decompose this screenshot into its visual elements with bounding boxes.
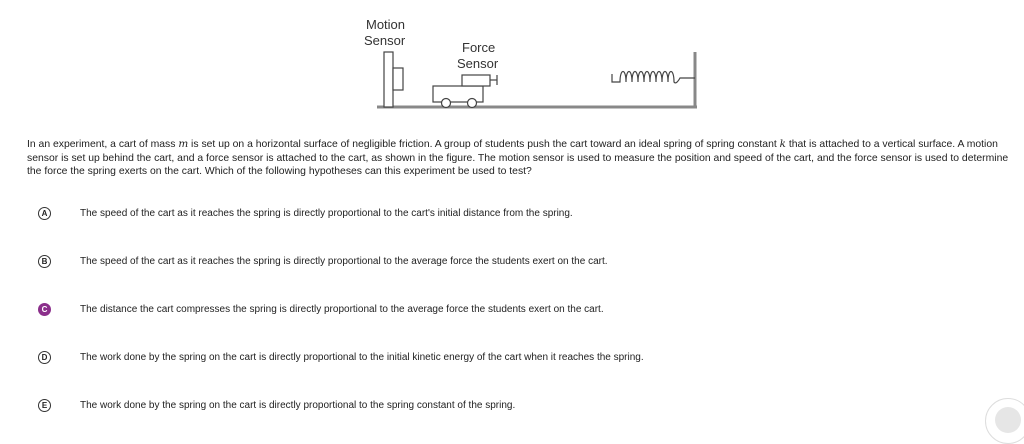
option-text: The speed of the cart as it reaches the spring is directly proportional to the cart's initial distance from the spring. xyxy=(80,207,573,219)
option-text: The speed of the cart as it reaches the spring is directly proportional to the average force the students exert on the cart. xyxy=(80,255,608,267)
option-text: The work done by the spring on the cart is directly proportional to the spring constant of the spring. xyxy=(80,399,516,411)
option-letter-badge: E xyxy=(38,399,51,412)
force-label: Force xyxy=(462,40,496,55)
pencil-icon xyxy=(995,407,1021,433)
option-letter-badge: C xyxy=(38,303,51,316)
option-a[interactable] xyxy=(38,205,573,221)
force-label: Sensor xyxy=(457,56,499,71)
question-text: In an experiment, a cart of mass m is set up on a horizontal surface of negligible friction. A group of students push the cart toward an ideal spring of spring constant k that is attached to a vertical surface. A motion sensor is set up behind the cart, and a force sensor is attached to the cart, as shown in the figure. The motion sensor is used to measure the position and speed of the cart, and the force sensor is used to determine the force the spring exerts on the cart. Which of the following hypotheses can this experiment be used to test? xyxy=(27,138,1009,178)
option-e[interactable] xyxy=(38,397,516,413)
option-letter-badge: A xyxy=(38,207,51,220)
option-d[interactable] xyxy=(38,349,644,365)
option-c[interactable] xyxy=(38,301,604,317)
force-sensor xyxy=(462,75,490,86)
option-text: The work done by the spring on the cart is directly proportional to the initial kinetic energy of the cart when it reaches the spring. xyxy=(80,351,644,363)
experiment-figure xyxy=(0,0,1024,120)
motion-sensor xyxy=(384,52,393,107)
option-letter-badge: B xyxy=(38,255,51,268)
spring xyxy=(612,72,695,83)
motion-label: Sensor xyxy=(364,33,406,48)
motion-label: Motion xyxy=(366,17,406,32)
pencil-button[interactable] xyxy=(985,398,1024,444)
option-b[interactable] xyxy=(38,253,608,269)
option-letter-badge: D xyxy=(38,351,51,364)
option-text: The distance the cart compresses the spring is directly proportional to the average force the students exert on the cart. xyxy=(80,303,604,315)
